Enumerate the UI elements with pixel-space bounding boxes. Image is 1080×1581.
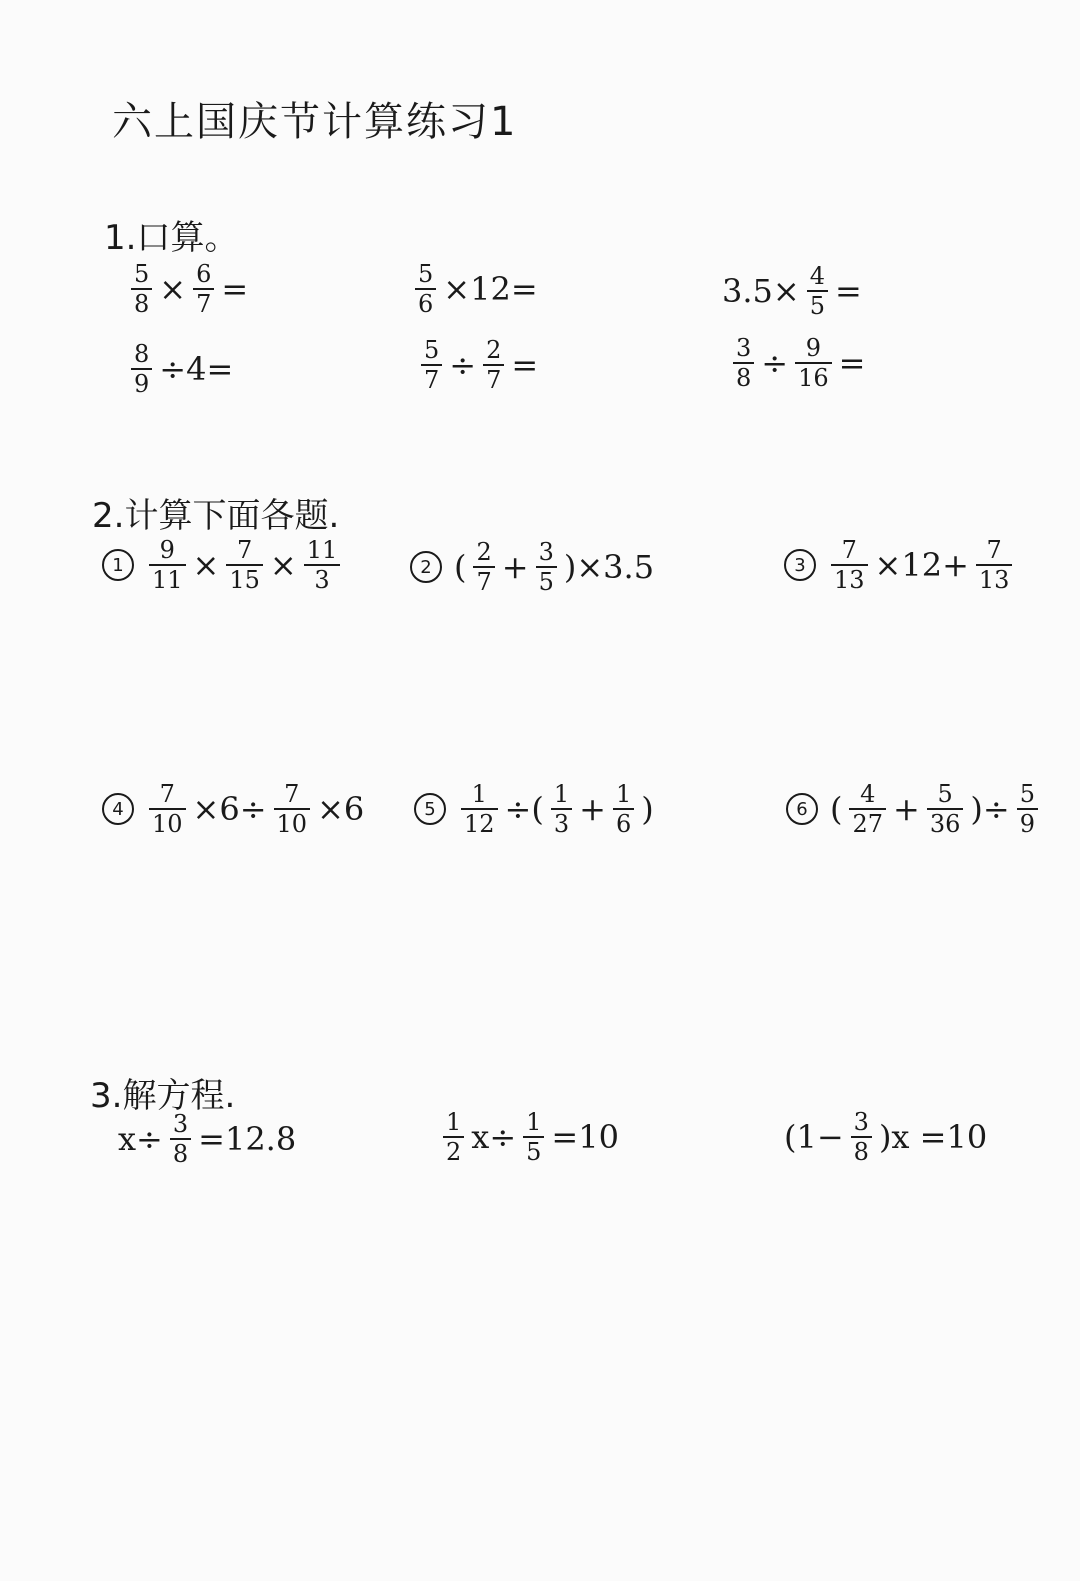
expression-text: = xyxy=(221,270,249,308)
fraction-denominator: 5 xyxy=(809,292,825,320)
fraction-numerator: 6 xyxy=(196,260,212,288)
oral-calc-item xyxy=(730,336,865,390)
fraction-numerator: 1 xyxy=(553,780,570,808)
fraction-numerator: 9 xyxy=(159,536,175,564)
expression-text: × xyxy=(159,270,187,308)
fraction-numerator: 1 xyxy=(615,780,632,808)
fraction-denominator: 11 xyxy=(152,566,183,594)
fraction-numerator: 5 xyxy=(424,336,440,364)
fraction xyxy=(149,782,186,836)
expression-text: + xyxy=(579,790,606,828)
equation xyxy=(118,1112,296,1166)
fraction-denominator: 7 xyxy=(486,366,502,394)
fraction-numerator: 8 xyxy=(134,340,150,368)
expression-text: ×12= xyxy=(443,270,538,308)
expression-text: = xyxy=(838,344,866,382)
problem-number-badge: 5 xyxy=(414,793,446,825)
fraction xyxy=(415,262,436,316)
fraction-numerator: 1 xyxy=(526,1108,542,1136)
calc-problem xyxy=(102,782,364,836)
fraction xyxy=(851,1110,872,1164)
fraction xyxy=(976,538,1013,592)
fraction-numerator: 9 xyxy=(805,334,821,362)
fraction xyxy=(536,540,557,594)
expression-text: 3.5× xyxy=(722,272,800,310)
fraction-numerator: 2 xyxy=(486,336,502,364)
fraction-denominator: 6 xyxy=(418,290,434,318)
fraction xyxy=(807,264,828,318)
fraction xyxy=(131,342,152,396)
fraction-numerator: 5 xyxy=(937,780,953,808)
fraction-numerator: 4 xyxy=(860,780,876,808)
fraction-denominator: 3 xyxy=(553,810,570,838)
expression-text: × xyxy=(192,546,220,584)
fraction xyxy=(551,782,572,836)
fraction-denominator: 16 xyxy=(798,364,829,392)
fraction xyxy=(831,538,868,592)
problem-number-badge: 2 xyxy=(410,551,442,583)
fraction-denominator: 15 xyxy=(229,566,260,594)
expression-text: = xyxy=(834,272,862,310)
fraction-denominator: 13 xyxy=(978,566,1010,594)
fraction xyxy=(849,782,886,836)
fraction xyxy=(274,782,311,836)
expression-text: ÷( xyxy=(504,790,544,828)
fraction-numerator: 7 xyxy=(159,780,175,808)
fraction xyxy=(1017,782,1038,836)
fraction-numerator: 3 xyxy=(538,538,554,566)
fraction xyxy=(483,338,504,392)
fraction-numerator: 11 xyxy=(306,536,338,564)
expression-text: ( xyxy=(454,548,467,586)
fraction-denominator: 3 xyxy=(314,566,330,594)
fraction-denominator: 2 xyxy=(446,1138,462,1166)
expression-text: ) xyxy=(641,790,654,828)
fraction xyxy=(461,782,498,836)
fraction xyxy=(304,538,341,592)
fraction-denominator: 7 xyxy=(476,568,492,596)
expression-text: (1− xyxy=(784,1118,844,1156)
fraction-numerator: 1 xyxy=(471,780,487,808)
expression-text: ÷4= xyxy=(159,350,234,388)
fraction xyxy=(443,1110,464,1164)
fraction-denominator: 36 xyxy=(929,810,961,838)
fraction-denominator: 6 xyxy=(615,810,632,838)
calc-problem xyxy=(784,538,1015,592)
fraction-denominator: 10 xyxy=(276,810,308,838)
fraction-numerator: 7 xyxy=(986,536,1002,564)
expression-text: =10 xyxy=(551,1118,619,1156)
expression-text: ÷ xyxy=(761,344,789,382)
fraction-denominator: 9 xyxy=(134,370,150,398)
fraction xyxy=(613,782,634,836)
fraction-denominator: 13 xyxy=(834,566,865,594)
fraction xyxy=(795,336,832,390)
fraction-denominator: 8 xyxy=(172,1140,189,1168)
fraction-numerator: 4 xyxy=(809,262,825,290)
oral-calc-item xyxy=(412,262,538,316)
expression-text: + xyxy=(501,548,529,586)
fraction-denominator: 9 xyxy=(1019,810,1035,838)
calc-problem xyxy=(786,782,1041,836)
problem-number-badge: 1 xyxy=(102,549,134,581)
expression-text: x÷ xyxy=(118,1120,163,1158)
fraction-denominator: 5 xyxy=(526,1138,542,1166)
section3-heading: 3.解方程. xyxy=(90,1076,236,1116)
fraction xyxy=(473,540,494,594)
fraction-numerator: 5 xyxy=(418,260,434,288)
section1-heading: 1.口算。 xyxy=(104,218,239,258)
fraction-denominator: 5 xyxy=(538,568,554,596)
oral-calc-item xyxy=(128,262,248,316)
expression-text: ( xyxy=(830,790,843,828)
fraction-denominator: 27 xyxy=(852,810,884,838)
equation xyxy=(440,1110,619,1164)
problem-number-badge: 6 xyxy=(786,793,818,825)
fraction-numerator: 3 xyxy=(736,334,752,362)
expression-text: ×6 xyxy=(317,790,365,828)
expression-text: ÷ xyxy=(449,346,477,384)
fraction-numerator: 3 xyxy=(853,1108,869,1136)
fraction xyxy=(170,1112,191,1166)
expression-text: × xyxy=(269,546,297,584)
fraction-numerator: 2 xyxy=(476,538,492,566)
problem-number-badge: 3 xyxy=(784,549,816,581)
fraction xyxy=(523,1110,544,1164)
section2-heading: 2.计算下面各题. xyxy=(92,496,340,536)
fraction-denominator: 10 xyxy=(152,810,183,838)
expression-text: =12.8 xyxy=(198,1120,297,1158)
fraction-numerator: 7 xyxy=(284,780,300,808)
fraction-numerator: 5 xyxy=(1019,780,1035,808)
fraction xyxy=(927,782,964,836)
fraction xyxy=(733,336,754,390)
expression-text: ×12+ xyxy=(874,546,969,584)
calc-problem xyxy=(410,540,654,594)
fraction xyxy=(421,338,442,392)
fraction xyxy=(193,262,214,316)
fraction xyxy=(226,538,263,592)
fraction-denominator: 12 xyxy=(464,810,495,838)
expression-text: x÷ xyxy=(471,1118,517,1156)
expression-text: + xyxy=(893,790,920,828)
fraction-numerator: 7 xyxy=(236,536,253,564)
calc-problem xyxy=(102,538,343,592)
equation xyxy=(784,1110,987,1164)
problem-number-badge: 4 xyxy=(102,793,134,825)
fraction-numerator: 1 xyxy=(446,1108,462,1136)
fraction-denominator: 8 xyxy=(736,364,752,392)
fraction-numerator: 3 xyxy=(172,1110,189,1138)
oral-calc-item xyxy=(722,264,862,318)
fraction-denominator: 7 xyxy=(196,290,212,318)
fraction xyxy=(131,262,152,316)
expression-text: )×3.5 xyxy=(563,548,655,586)
expression-text: ×6÷ xyxy=(192,790,267,828)
oral-calc-item xyxy=(128,342,233,396)
fraction-denominator: 8 xyxy=(134,290,150,318)
expression-text: = xyxy=(511,346,539,384)
fraction xyxy=(149,538,186,592)
fraction-denominator: 7 xyxy=(424,366,440,394)
calc-problem xyxy=(414,782,654,836)
page-title: 六上国庆节计算练习1 xyxy=(112,99,518,145)
expression-text: )x =10 xyxy=(878,1118,988,1156)
fraction-numerator: 5 xyxy=(134,260,150,288)
oral-calc-item xyxy=(418,338,538,392)
expression-text: )÷ xyxy=(970,790,1010,828)
fraction-numerator: 7 xyxy=(841,536,857,564)
fraction-denominator: 8 xyxy=(853,1138,869,1166)
